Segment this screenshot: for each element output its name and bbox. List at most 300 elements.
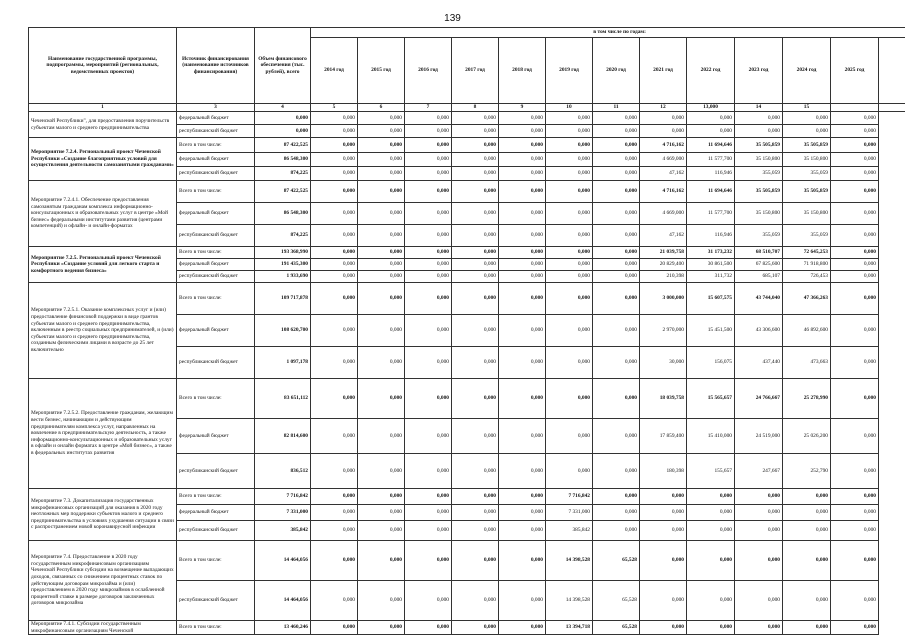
year-value: 0,000 — [831, 283, 879, 315]
year-value: 0,000 — [546, 379, 593, 419]
year-value: 0,000 — [452, 621, 499, 635]
year-value: 0,000 — [546, 181, 593, 203]
year-value: 0,000 — [405, 505, 452, 521]
budget-table — [28, 27, 905, 635]
year-value: 15 607,575 — [687, 283, 735, 315]
year-value: 0,000 — [593, 521, 640, 541]
year-value: 0,000 — [831, 347, 879, 379]
year-value: 0,000 — [405, 541, 452, 581]
year-value: 4 669,000 — [640, 153, 687, 167]
year-value: 0,000 — [831, 167, 879, 181]
year-value: 726,453 — [783, 271, 831, 283]
total-value: 87 422,525 — [255, 138, 311, 153]
year-value: 0,000 — [499, 167, 546, 181]
year-value: 0,000 — [783, 505, 831, 521]
year-value: 0,000 — [452, 489, 499, 505]
column-index: 1 — [29, 104, 177, 112]
year-value: 71 918,800 — [783, 259, 831, 271]
year-value: 0,000 — [405, 521, 452, 541]
year-value: 0,000 — [593, 125, 640, 138]
measure-name: Мероприятие 7.4. Предоставление в 2020 году государственным микрофинансовым организациям Чеченской Республики субсидии на возмещение выпадающих доходов, связанных со снижением процентных ставок по действующим договорам микрозайма и (или) предоставлением в 2020 году микрозаймов в ослабленной процентной ставке в размере договоров заключенных договоров микрозайма — [29, 541, 177, 621]
funding-source: федеральный бюджет — [177, 203, 255, 225]
year-value: 0,000 — [311, 283, 358, 315]
year-value: 0,000 — [358, 153, 405, 167]
table-row — [29, 112, 905, 125]
year-value: 0,000 — [311, 541, 358, 581]
total-value: 874,225 — [255, 167, 311, 181]
total-value: 191 435,300 — [255, 259, 311, 271]
year-value: 0,000 — [546, 259, 593, 271]
column-index: 9 — [499, 104, 546, 112]
total-value: 82 814,600 — [255, 419, 311, 454]
year-value: 0,000 — [311, 505, 358, 521]
year-value: 116,946 — [687, 167, 735, 181]
column-index — [879, 104, 905, 112]
year-value: 0,000 — [358, 125, 405, 138]
year-value: 0,000 — [593, 379, 640, 419]
year-value: 0,000 — [593, 181, 640, 203]
funding-source: федеральный бюджет — [177, 153, 255, 167]
year-value: 0,000 — [499, 247, 546, 259]
column-index: 14 — [735, 104, 783, 112]
total-value: 1 933,690 — [255, 271, 311, 283]
year-value: 0,000 — [831, 181, 879, 203]
year-value: 0,000 — [358, 521, 405, 541]
year-value: 0,000 — [358, 247, 405, 259]
year-value: 685,107 — [735, 271, 783, 283]
year-value: 0,000 — [831, 521, 879, 541]
year-value: 0,000 — [311, 259, 358, 271]
year-value: 0,000 — [499, 541, 546, 581]
year-value: 0,000 — [311, 489, 358, 505]
funding-source: Всего в том числе: — [177, 541, 255, 581]
column-index: 5 — [311, 104, 358, 112]
year-value: 21 039,758 — [640, 247, 687, 259]
year-value: 0,000 — [831, 138, 879, 153]
year-value: 0,000 — [640, 125, 687, 138]
year-value: 180,398 — [640, 454, 687, 489]
year-value: 0,000 — [593, 454, 640, 489]
year-value: 25 026,200 — [783, 419, 831, 454]
year-value: 0,000 — [593, 138, 640, 153]
year-value: 155,657 — [687, 454, 735, 489]
year-value: 0,000 — [593, 505, 640, 521]
year-value: 0,000 — [311, 125, 358, 138]
year-value: 67 825,600 — [735, 259, 783, 271]
year-value: 0,000 — [546, 225, 593, 247]
year-value: 0,000 — [831, 203, 879, 225]
year-value: 385,842 — [546, 521, 593, 541]
year-value: 72 645,253 — [783, 247, 831, 259]
year-value: 0,000 — [405, 347, 452, 379]
year-value: 0,000 — [311, 181, 358, 203]
year-value: 0,000 — [546, 125, 593, 138]
total-value: 83 651,112 — [255, 379, 311, 419]
year-value: 0,000 — [452, 112, 499, 125]
year-value: 0,000 — [640, 505, 687, 521]
year-value: 0,000 — [405, 138, 452, 153]
year-value: 0,000 — [452, 419, 499, 454]
funding-source: Всего в том числе: — [177, 379, 255, 419]
header-year: 2021 год — [640, 38, 687, 104]
year-value: 0,000 — [405, 125, 452, 138]
year-value: 0,000 — [831, 271, 879, 283]
year-value: 0,000 — [546, 112, 593, 125]
year-value: 0,000 — [405, 315, 452, 347]
year-value: 0,000 — [405, 454, 452, 489]
year-value: 0,000 — [499, 489, 546, 505]
year-value: 0,000 — [499, 347, 546, 379]
year-value: 20 829,400 — [640, 259, 687, 271]
year-value: 0,000 — [499, 271, 546, 283]
year-value: 0,000 — [687, 581, 735, 621]
funding-source: республиканский бюджет — [177, 125, 255, 138]
year-value: 46 892,600 — [783, 315, 831, 347]
year-value: 0,000 — [452, 125, 499, 138]
year-value: 473,663 — [783, 347, 831, 379]
year-value: 0,000 — [358, 621, 405, 635]
year-value: 0,000 — [593, 247, 640, 259]
year-value: 0,000 — [546, 283, 593, 315]
year-value: 0,000 — [311, 347, 358, 379]
total-value: 385,842 — [255, 521, 311, 541]
year-value: 0,000 — [546, 347, 593, 379]
year-value: 0,000 — [499, 315, 546, 347]
year-value: 35 505,859 — [735, 181, 783, 203]
year-value: 0,000 — [452, 347, 499, 379]
table-row — [29, 247, 905, 259]
column-index: 7 — [405, 104, 452, 112]
year-value: 2 970,000 — [640, 315, 687, 347]
column-index: 6 — [358, 104, 405, 112]
year-value: 0,000 — [831, 153, 879, 167]
year-value: 0,000 — [358, 112, 405, 125]
funding-source: республиканский бюджет — [177, 521, 255, 541]
year-value: 0,000 — [452, 271, 499, 283]
measure-name: Мероприятие 7.2.5.1. Оказание комплексных услуг и (или) предоставление финансовой поддержки в виде грантов субъектам малого и среднего предпринимательства, включенным в реестр социальных предпринимателей, и (или) субъектам малого и среднего предпринимательства, созданным физическими лицами в возрасте до 25 лет включительно — [29, 283, 177, 379]
column-index: 15 — [783, 104, 831, 112]
year-value: 0,000 — [358, 225, 405, 247]
year-value: 7 716,842 — [546, 489, 593, 505]
year-value: 0,000 — [452, 138, 499, 153]
year-value: 25 278,990 — [783, 379, 831, 419]
year-value: 0,000 — [640, 112, 687, 125]
year-value: 35 150,800 — [735, 153, 783, 167]
year-value: 0,000 — [452, 247, 499, 259]
year-value: 355,059 — [783, 167, 831, 181]
year-value: 0,000 — [499, 181, 546, 203]
year-value: 4 716,162 — [640, 181, 687, 203]
year-value: 0,000 — [593, 283, 640, 315]
year-value: 0,000 — [405, 203, 452, 225]
year-value: 0,000 — [358, 283, 405, 315]
year-value: 0,000 — [311, 225, 358, 247]
year-value: 24 766,667 — [735, 379, 783, 419]
year-value: 0,000 — [546, 203, 593, 225]
measure-name: Мероприятие 7.2.5. Региональный проект Чеченской Республики «Создание условий для легкого старта и комфортного ведения бизнеса» — [29, 247, 177, 283]
year-value: 0,000 — [358, 419, 405, 454]
year-value: 116,946 — [687, 225, 735, 247]
year-value: 18 039,758 — [640, 379, 687, 419]
year-value: 0,000 — [405, 489, 452, 505]
year-value: 31 173,232 — [687, 247, 735, 259]
header-year: 2025 год — [831, 38, 879, 104]
year-value: 0,000 — [405, 581, 452, 621]
year-value: 0,000 — [452, 203, 499, 225]
year-value: 24 519,000 — [735, 419, 783, 454]
year-value: 0,000 — [499, 283, 546, 315]
column-index: 11 — [593, 104, 640, 112]
year-value: 0,000 — [735, 621, 783, 635]
year-value: 0,000 — [546, 153, 593, 167]
year-value: 0,000 — [311, 203, 358, 225]
year-value: 35 505,859 — [735, 138, 783, 153]
year-value: 156,075 — [687, 347, 735, 379]
total-value: 836,512 — [255, 454, 311, 489]
year-value: 0,000 — [358, 203, 405, 225]
total-value: 14 464,056 — [255, 541, 311, 581]
year-value: 0,000 — [735, 112, 783, 125]
year-value: 0,000 — [405, 112, 452, 125]
year-value: 0,000 — [405, 153, 452, 167]
funding-source: федеральный бюджет — [177, 505, 255, 521]
year-value: 0,000 — [499, 225, 546, 247]
column-index: 13,000 — [687, 104, 735, 112]
header-year: 2022 год — [687, 38, 735, 104]
total-value: 87 422,525 — [255, 181, 311, 203]
year-value: 0,000 — [452, 225, 499, 247]
total-value: 108 620,700 — [255, 315, 311, 347]
year-value: 0,000 — [546, 419, 593, 454]
year-value: 0,000 — [358, 167, 405, 181]
year-value: 0,000 — [831, 125, 879, 138]
year-value: 0,000 — [593, 315, 640, 347]
year-value: 0,000 — [311, 247, 358, 259]
year-value: 0,000 — [405, 621, 452, 635]
year-value: 0,000 — [499, 153, 546, 167]
year-value: 0,000 — [452, 167, 499, 181]
year-value: 0,000 — [593, 347, 640, 379]
total-value: 7 331,000 — [255, 505, 311, 521]
year-value: 311,732 — [687, 271, 735, 283]
column-index: 10 — [546, 104, 593, 112]
year-value: 0,000 — [831, 489, 879, 505]
year-value: 252,790 — [783, 454, 831, 489]
year-value: 0,000 — [783, 489, 831, 505]
header-year: 2016 год — [405, 38, 452, 104]
year-value: 0,000 — [831, 419, 879, 454]
year-value: 0,000 — [593, 259, 640, 271]
year-value: 0,000 — [499, 138, 546, 153]
header-year: 2014 год — [311, 38, 358, 104]
year-value: 0,000 — [687, 621, 735, 635]
year-value: 0,000 — [735, 581, 783, 621]
column-index — [831, 104, 879, 112]
year-value: 0,000 — [593, 489, 640, 505]
year-value: 15 451,500 — [687, 315, 735, 347]
year-value: 0,000 — [499, 125, 546, 138]
year-value: 355,059 — [735, 167, 783, 181]
year-value: 4 669,000 — [640, 203, 687, 225]
year-value: 0,000 — [783, 541, 831, 581]
year-value: 0,000 — [783, 621, 831, 635]
year-value: 35 505,859 — [783, 181, 831, 203]
year-value: 0,000 — [593, 167, 640, 181]
year-value: 0,000 — [735, 125, 783, 138]
year-value: 355,059 — [783, 225, 831, 247]
year-value: 35 150,800 — [735, 203, 783, 225]
year-value: 0,000 — [593, 203, 640, 225]
funding-source: республиканский бюджет — [177, 167, 255, 181]
year-value: 0,000 — [358, 259, 405, 271]
year-value: 0,000 — [405, 181, 452, 203]
header-year-group: в том числе по годам: — [311, 28, 905, 38]
year-value: 0,000 — [831, 247, 879, 259]
year-value: 0,000 — [687, 521, 735, 541]
year-value: 0,000 — [452, 454, 499, 489]
year-value: 0,000 — [311, 419, 358, 454]
year-value: 0,000 — [593, 225, 640, 247]
year-value: 0,000 — [499, 259, 546, 271]
year-value: 0,000 — [452, 521, 499, 541]
funding-source: республиканский бюджет — [177, 347, 255, 379]
funding-source: республиканский бюджет — [177, 454, 255, 489]
funding-source: республиканский бюджет — [177, 225, 255, 247]
year-value: 0,000 — [546, 138, 593, 153]
total-value: 109 717,878 — [255, 283, 311, 315]
year-value: 0,000 — [311, 167, 358, 181]
year-value: 0,000 — [452, 283, 499, 315]
funding-source: федеральный бюджет — [177, 315, 255, 347]
year-value: 0,000 — [311, 112, 358, 125]
year-value: 0,000 — [405, 271, 452, 283]
year-value: 17 859,400 — [640, 419, 687, 454]
year-value: 43 744,040 — [735, 283, 783, 315]
year-value: 0,000 — [311, 454, 358, 489]
year-value: 0,000 — [546, 454, 593, 489]
header-total: Объем финансового обеспечения (тыс. рублей), всего — [255, 28, 311, 104]
year-value: 0,000 — [452, 379, 499, 419]
year-value: 0,000 — [405, 259, 452, 271]
year-value: 0,000 — [831, 112, 879, 125]
header-year: 2020 год — [593, 38, 640, 104]
year-value: 0,000 — [358, 379, 405, 419]
total-value: 874,225 — [255, 225, 311, 247]
year-value: 13 394,718 — [546, 621, 593, 635]
year-value: 0,000 — [735, 489, 783, 505]
year-value: 0,000 — [735, 505, 783, 521]
year-value: 0,000 — [546, 167, 593, 181]
year-value: 0,000 — [831, 315, 879, 347]
table-row — [29, 283, 905, 315]
measure-name: Мероприятие 7.2.4.1. Обеспечение предоставления самозанятым гражданам комплекса информационно-консультационных и образовательных услуг в центре «Мой бизнес» федеральными институтами развития (центрами компетенций) и офлайн- и онлайн-форматах — [29, 181, 177, 247]
year-value: 437,440 — [735, 347, 783, 379]
measure-name: Чеченской Республики", для предоставления поручительств субъектам малого и среднего предпринимательства — [29, 112, 177, 138]
year-value: 0,000 — [593, 419, 640, 454]
year-value: 0,000 — [546, 315, 593, 347]
table-row — [29, 379, 905, 419]
year-value: 0,000 — [358, 315, 405, 347]
year-value: 11 694,646 — [687, 138, 735, 153]
column-index: 8 — [452, 104, 499, 112]
funding-source: Всего в том числе: — [177, 138, 255, 153]
total-value: 0,000 — [255, 112, 311, 125]
year-value: 0,000 — [783, 521, 831, 541]
year-value: 0,000 — [687, 125, 735, 138]
table-row — [29, 138, 905, 153]
year-value: 0,000 — [831, 505, 879, 521]
year-value: 0,000 — [783, 112, 831, 125]
year-value: 0,000 — [831, 454, 879, 489]
year-value: 0,000 — [499, 621, 546, 635]
year-value: 0,000 — [405, 419, 452, 454]
year-value: 0,000 — [687, 112, 735, 125]
year-value: 47,162 — [640, 225, 687, 247]
header-year-empty — [879, 38, 905, 104]
year-value: 0,000 — [735, 541, 783, 581]
year-value: 0,000 — [311, 138, 358, 153]
year-value: 0,000 — [452, 153, 499, 167]
year-value: 15 410,000 — [687, 419, 735, 454]
total-value: 86 548,300 — [255, 153, 311, 167]
year-value: 0,000 — [405, 167, 452, 181]
year-value: 0,000 — [831, 259, 879, 271]
header-year: 2017 год — [452, 38, 499, 104]
funding-source: Всего в том числе: — [177, 283, 255, 315]
year-value: 0,000 — [687, 489, 735, 505]
column-index: 3 — [177, 104, 255, 112]
year-value: 35 150,800 — [783, 203, 831, 225]
year-value: 47,162 — [640, 167, 687, 181]
header-year: 2019 год — [546, 38, 593, 104]
measure-name: Мероприятие 7.2.4. Региональный проект Чеченской Республики «Создание благоприятных условий для осуществления деятельности самозанятыми гражданами» — [29, 138, 177, 181]
year-value: 355,059 — [735, 225, 783, 247]
year-value: 0,000 — [783, 581, 831, 621]
year-value: 0,000 — [358, 489, 405, 505]
year-value: 0,000 — [546, 247, 593, 259]
year-value: 0,000 — [452, 315, 499, 347]
year-value: 43 306,600 — [735, 315, 783, 347]
year-value: 30,000 — [640, 347, 687, 379]
year-value: 0,000 — [452, 181, 499, 203]
total-value: 13 460,246 — [255, 621, 311, 635]
table-row — [29, 621, 905, 635]
year-value: 4 716,162 — [640, 138, 687, 153]
year-value: 0,000 — [499, 203, 546, 225]
year-value: 65,528 — [593, 621, 640, 635]
year-value: 0,000 — [687, 505, 735, 521]
year-value: 0,000 — [311, 271, 358, 283]
year-value: 7 331,000 — [546, 505, 593, 521]
year-value: 0,000 — [452, 541, 499, 581]
year-value: 0,000 — [593, 153, 640, 167]
year-value: 0,000 — [640, 581, 687, 621]
year-value: 14 398,528 — [546, 541, 593, 581]
year-value: 0,000 — [358, 581, 405, 621]
year-value: 0,000 — [499, 112, 546, 125]
year-value: 35 505,859 — [783, 138, 831, 153]
header-year: 2018 год — [499, 38, 546, 104]
year-value: 247,667 — [735, 454, 783, 489]
year-value: 0,000 — [311, 153, 358, 167]
funding-source: федеральный бюджет — [177, 419, 255, 454]
year-value: 3 000,000 — [640, 283, 687, 315]
year-value: 65,528 — [593, 541, 640, 581]
funding-source: Всего в том числе: — [177, 247, 255, 259]
total-value: 14 464,056 — [255, 581, 311, 621]
measure-name: Мероприятие 7.3. Докапитализация государственных микрофинансовых организаций для оказания в 2020 году неотложных мер поддержки субъектов малого и среднего предпринимательства в условиях ухудшения ситуации в связи с распространением новой коронавирусной инфекции — [29, 489, 177, 541]
year-value: 0,000 — [405, 247, 452, 259]
